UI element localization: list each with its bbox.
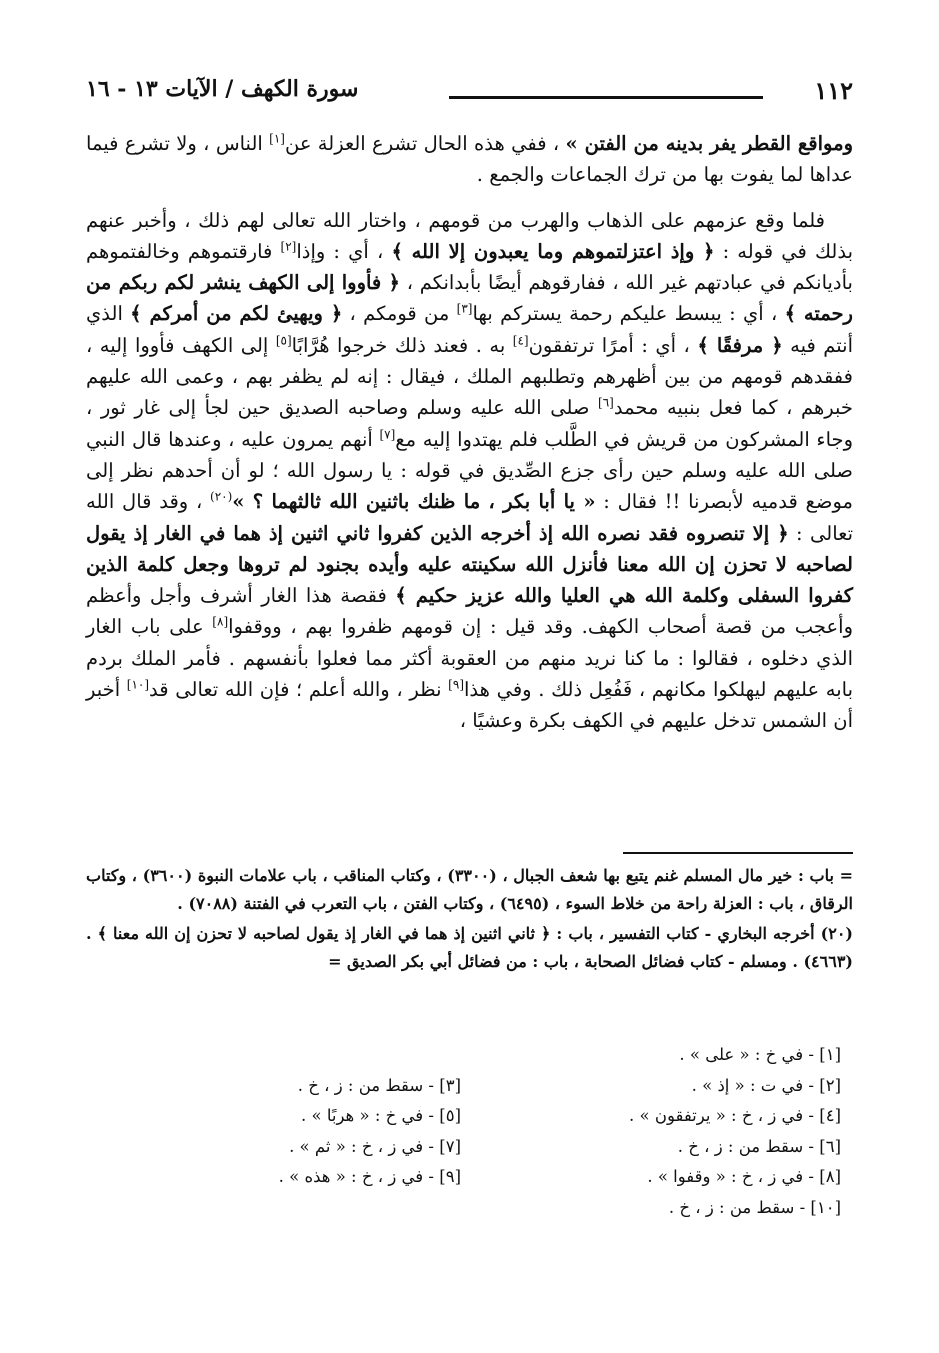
text-run: ، أي : يبسط عليكم رحمة يستركم بها: [472, 302, 785, 326]
text-run: أنهم يمرون عليه ، وعندها قال النبي صلى الله عليه وسلم حين رأى جزع الصِّديق في قوله : يا رسول الله ؛ لو أن أحدهم نظر إلى موضع قدميه لأبصرنا !! فقال :: [86, 427, 853, 514]
variant-note: [٢] - في ت : « إذ » .: [691, 1075, 841, 1095]
text-run: ، أي : أمرًا ترتفقون: [528, 333, 698, 357]
quran-quote: ﴿ وإذ اعتزلتموهم وما يعبدون إلا الله ﴾: [391, 239, 715, 263]
text-run: إلى الكهف فأووا إليه ، ففقدهم قومهم من بين أظهرهم وتطلبهم الملك ، فيقال : إنه لم يظفر بهم ، وعمى الله عليهم خبرهم ، كما فعل بنبيه محمد: [86, 333, 853, 420]
variant-row: [81, 1193, 841, 1224]
quran-quote: ﴿ مرفقًا ﴾: [697, 333, 783, 357]
variant-row: [81, 1071, 841, 1102]
note-marker: [٧]: [379, 427, 396, 442]
note-marker: [٦]: [598, 395, 614, 410]
variant-note: [١٠] - سقط من : ز ، خ .: [668, 1197, 841, 1217]
variant-note: [٦] - سقط من : ز ، خ .: [677, 1136, 841, 1156]
page-number: ١١٢: [814, 76, 853, 105]
note-marker: [٨]: [212, 614, 229, 629]
note-marker: [٢]: [280, 239, 297, 254]
footnote-separator: [623, 852, 853, 854]
note-marker: [٣]: [456, 301, 473, 316]
text-run: ، ففي هذه الحال تشرع العزلة عن: [284, 132, 566, 155]
text-run: الناس ، ولا تشرع فيما عداها لما يفوت بها من ترك الجماعات والجمع .: [86, 132, 853, 187]
manuscript-variants: [81, 1040, 841, 1223]
text-run: صلى الله عليه وسلم وصاحبه الصديق حين لجأ إلى غار ثور ، وجاء المشركون من قريش في الطَّلب فلم يهتدوا إليه مع: [86, 396, 853, 451]
note-marker: [١]: [269, 131, 285, 146]
text-run: من قومكم ،: [342, 302, 457, 326]
paragraph-2: [86, 205, 853, 737]
paragraph-1: [86, 128, 853, 191]
note-marker: [٥]: [275, 333, 292, 348]
quran-quote: ﴿ إلا تنصروه فقد نصره الله إذ أخرجه الذين كفروا ثاني اثنين إذ هما في الغار إذ يقول لصاحبه لا تحزن إن الله معنا فأنزل الله سكينته عليه وأيده بجنود لم تروها وجعل كلمة الذين كفروا السفلى وكلمة الله هي العليا والله عزيز حكيم ﴾: [86, 521, 853, 608]
footnote-continued: = باب : خير مال المسلم غنم يتبع بها شعف الجبال ، (٣٣٠٠) ، وكتاب المناقب ، باب علامات النبوة (٣٦٠٠) ، وكتاب الرقاق ، باب : العزلة راحة من خلاط السوء ، (٦٤٩٥) ، وكتاب الفتن ، باب التعرب في الفتنة (٧٠٨٨) .: [86, 866, 854, 913]
variant-note: [٣] - سقط من : ز ، خ .: [297, 1075, 461, 1095]
note-marker: (٢٠): [210, 489, 233, 504]
text-run: فارقتموهم وخالفتموهم بأديانكم في عبادتهم غير الله ، ففارقوهم أيضًا بأبدانكم ،: [86, 239, 853, 295]
footnotes: [86, 862, 853, 976]
text-run: نظر ، والله أعلم ؛ فإن الله تعالى قد: [149, 678, 449, 702]
variant-row: [81, 1162, 841, 1193]
variant-note: [٥] - في خ : « هربًا » .: [301, 1106, 461, 1125]
quran-quote: ومواقع القطر يفر بدينه من الفتن »: [565, 132, 853, 155]
note-marker: [٤]: [512, 333, 529, 348]
main-text: [86, 128, 853, 737]
quran-quote: ﴿ فأووا إلى الكهف ينشر لكم ربكم من رحمته ﴾: [86, 271, 853, 326]
variant-row: [81, 1101, 841, 1132]
quran-quote: « يا أبا بكر ، ما ظنك باثنين الله ثالثهما ؟ »: [232, 490, 596, 514]
text-run: فقصة هذا الغار أشرف وأجل وأعظم وأعجب من قصة أصحاب الكهف. وقد قيل : إن قومهم ظفروا بهم ، ووقفوا: [86, 584, 853, 639]
running-title: سورة الكهف / الآيات ١٣ - ١٦: [86, 76, 359, 102]
note-marker: [١٠]: [126, 677, 150, 692]
variant-note: [٨] - في ز ، خ : « وقفوا » .: [647, 1167, 841, 1186]
page-header: [86, 76, 853, 112]
variant-note: [٩] - في ز ، خ : « هذه » .: [278, 1167, 461, 1186]
variant-row: [81, 1132, 841, 1163]
note-marker: [٩]: [448, 677, 464, 692]
variant-note: [٧] - في ز ، خ : « ثم » .: [289, 1136, 461, 1156]
variant-row: [81, 1040, 841, 1071]
variant-note: [٤] - في ز ، خ : « يرتفقون » .: [629, 1106, 841, 1125]
text-run: فلما وقع عزمهم على الذهاب والهرب من قومهم ، واختار الله تعالى لهم ذلك ، وأخبر عنهم بذلك في قوله :: [86, 208, 853, 263]
footnote-20: (٢٠) أخرجه البخاري - كتاب التفسير ، باب : ﴿ ثاني اثنين إذ هما في الغار إذ يقول لصاحبه لا تحزن إن الله معنا ﴾ . (٤٦٦٣) . ومسلم - كتاب فضائل الصحابة ، باب : من فضائل أبي بكر الصديق =: [86, 924, 853, 971]
quran-quote: ﴿ ويهيئ لكم من أمركم ﴾: [130, 302, 343, 326]
header-rule: [449, 96, 763, 99]
text-run: به . فعند ذلك خرجوا هُرَّابًا: [291, 333, 513, 357]
text-run: ، وقد قال الله تعالى :: [86, 490, 854, 545]
text-run: ، أي : وإذا: [296, 239, 392, 263]
text-run: الذي أنتم فيه: [86, 302, 854, 357]
text-run: على باب الغار الذي دخلوه ، فقالوا : ما كنا نريد منهم من العقوبة أكثر مما فعلوا بأنفسهم . فأمر الملك بردم بابه عليهم ليهلكوا مكانهم ، فَفُعِل ذلك . وفي هذا: [86, 615, 853, 702]
variant-note: [١] - في خ : « على » .: [679, 1045, 841, 1064]
text-run: أخبر أن الشمس تدخل عليهم في الكهف بكرة وعشيًا ،: [86, 678, 853, 733]
